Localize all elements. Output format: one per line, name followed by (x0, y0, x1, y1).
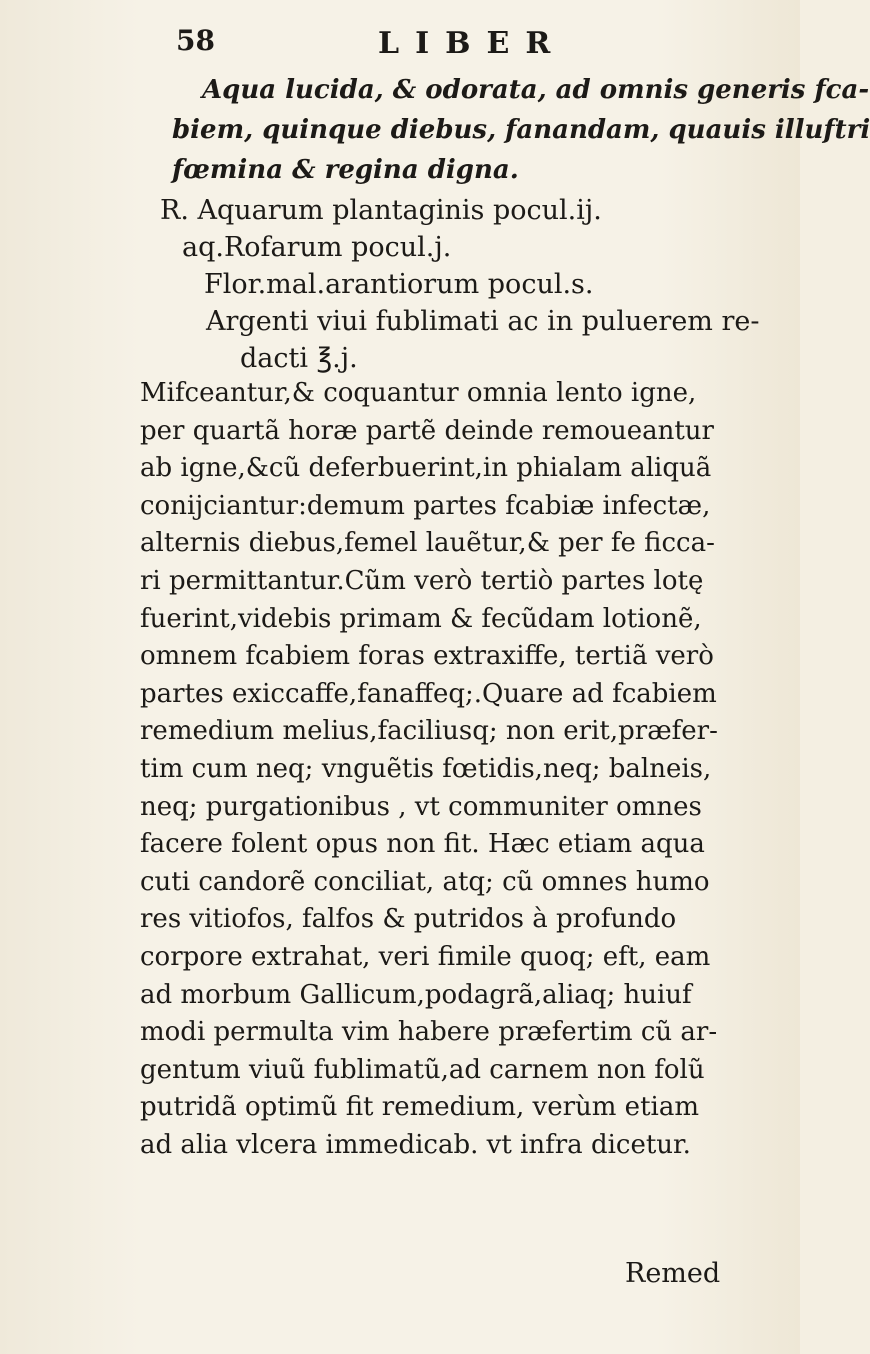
body-line: remedium melius,faciliusq; non erit,præfer- (140, 716, 718, 747)
body-line: omnem fcabiem foras extraxiffe, tertiã verò (140, 641, 714, 672)
recipe-body (140, 375, 770, 1164)
body-line: res vitiofos, falfos & putridos à profundo (140, 904, 677, 935)
ingredient-line: Argenti viui fublimati ac in puluerem re- (206, 306, 760, 337)
body-line: ad alia vlcera immedicab. vt infra dicetur. (140, 1129, 691, 1160)
body-line: corpore extrahat, veri fimile quoq; eft, eam (140, 941, 711, 972)
body-line: ab igne,&cũ deferbuerint,in phialam aliquã (140, 453, 712, 484)
body-line: putridã optimũ fit remedium, verùm etiam (140, 1092, 699, 1123)
body-line: neq; purgationibus , vt communiter omnes (140, 791, 702, 822)
body-line: ri permittantur.Cũm verò tertiò partes lotę (140, 565, 704, 596)
body-line: modi permulta vim habere præfertim cũ ar- (140, 1017, 718, 1048)
folio-number: 58 (176, 24, 215, 57)
ingredient-line: R. Aquarum plantaginis pocul.ij. (160, 195, 602, 226)
body-line: facere folent opus non fit. Hæc etiam aqua (140, 829, 705, 860)
running-head: LIBER (378, 26, 567, 61)
catchword: Remed (625, 1258, 721, 1289)
recipe-title (172, 70, 870, 190)
ingredient-line: aq.Rofarum pocul.j. (182, 232, 452, 263)
body-line: cuti candorẽ conciliat, atq; cũ omnes humo (140, 866, 710, 897)
body-line: partes exiccaffe,fanaffeq;.Quare ad fcabiem (140, 678, 717, 709)
ingredient-line: dacti ℥.j. (240, 343, 358, 374)
body-line: Mifceantur,& coquantur omnia lento igne, (140, 378, 697, 408)
ingredient-line: Flor.mal.arantiorum pocul.s. (204, 269, 594, 300)
body-line: conijciantur:demum partes fcabiæ infectæ, (140, 490, 711, 521)
body-line: alternis diebus,femel lauẽtur,& per fe ficca- (140, 528, 715, 559)
ingredient-list (160, 192, 780, 377)
body-line: ad morbum Gallicum,podagrã,aliaq; huiuf (140, 979, 692, 1010)
body-line: fuerint,videbis primam & fecũdam lotionẽ, (140, 603, 702, 634)
title-line: biem, quinque diebus, fanandam, quauis illuftri (172, 115, 870, 145)
body-line: per quartã horæ partẽ deinde remoueantur (140, 415, 714, 446)
page-header (168, 20, 758, 70)
body-line: gentum viuũ fublimatũ,ad carnem non folũ (140, 1054, 705, 1085)
title-line: Aqua lucida, & odorata, ad omnis generis fca- (202, 75, 870, 105)
body-line: tim cum neq; vnguẽtis fœtidis,neq; balneis, (140, 753, 712, 784)
title-line: fœmina & regina digna. (172, 155, 519, 185)
